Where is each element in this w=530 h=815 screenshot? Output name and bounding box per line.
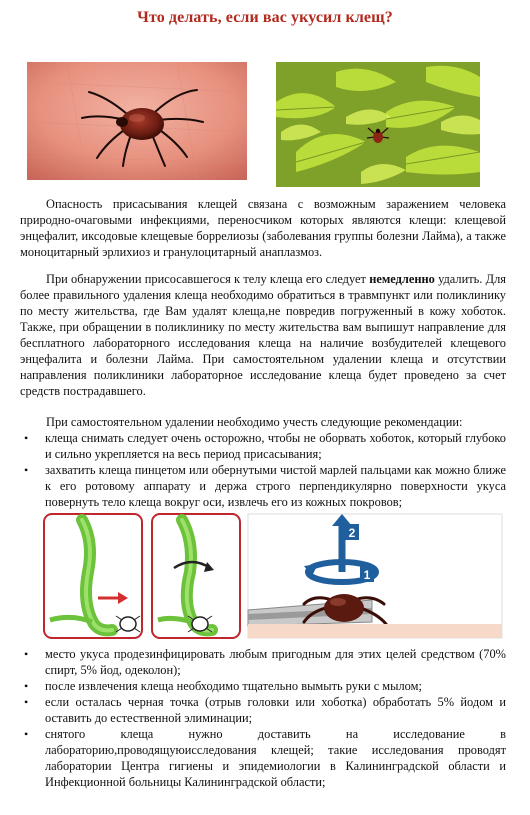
bullet-icon: • bbox=[24, 679, 29, 693]
tick-on-skin-photo bbox=[27, 62, 247, 180]
removal-paragraph bbox=[20, 271, 506, 399]
removal-text-start: При обнаружении присосавшегося к телу клеща его следует bbox=[46, 272, 370, 286]
bullet-icon: • bbox=[24, 727, 29, 741]
step-label-2: 2 bbox=[348, 526, 356, 540]
tweezers-rotate-tick-icon bbox=[248, 514, 502, 638]
recommendations-list-bottom bbox=[20, 646, 506, 790]
list-item: • снятого клеща нужно доставить на исследование в лабораторию,проводящуюисследования клещей; такие исследования проводят лаборатории Центра гигиены и эпидемиологии в Калининградской области и Инфекционной больницы Калининградской области; bbox=[24, 727, 506, 789]
bullet-icon: • bbox=[24, 431, 29, 445]
removal-text-bold: немедленно bbox=[369, 272, 435, 286]
list-item: • если осталась черная точка (отрыв головки или хоботка) обработать 5% йодом и оставить до естественной элиминации; bbox=[24, 695, 506, 725]
step-label-1: 1 bbox=[363, 568, 371, 582]
bullet-icon: • bbox=[24, 647, 29, 661]
removal-text-end: удалить. Для более правильного удаления клеща необходимо обратиться в травмпункт или поликлинику по месту жительства, где Вам удалят клеща,не повредив погруженный в кожу хоботок. Также, при обращении в поликлинику по месту жительства вам выпишут направление для бесплатного лабораторного исследования клеща на наличие возбудителей клещевого энцефалита и болезни Лайма. При самостоятельном удалении клеща и отсутствии направления поликлиники лабораторное исследование клеща будет проведено за счет средств пострадавшего. bbox=[20, 272, 506, 398]
list-item: • место укуса продезинфицировать любым пригодным для этих целей средством (70% спирт, 5% йод, одеколон); bbox=[24, 647, 506, 677]
bullet-icon: • bbox=[24, 463, 29, 477]
tick-removal-step2-icon bbox=[152, 514, 240, 638]
list-item: • клеща снимать следует очень осторожно, чтобы не оборвать хоботок, который глубоко и сильно укрепляется на весь период присасывания; bbox=[24, 431, 506, 461]
intro-paragraph: Опасность присасывания клещей связана с возможным заражением человека природно-очаговыми инфекциями, переносчиком которых являются клещи: клещевой энцефалит, иксодовые клещевые боррелиозы (заболевания группы болезни Лайма), а также моноцитарный эрлихиоз и гранулоцитарный анаплазмоз. bbox=[20, 197, 506, 259]
page-title: Что делать, если вас укусил клещ? bbox=[137, 9, 393, 26]
recommendations-intro: При самостоятельном удалении необходимо учесть следующие рекомендации: bbox=[46, 415, 463, 429]
bullet-icon: • bbox=[24, 695, 29, 709]
recommendations-list-top bbox=[20, 430, 506, 510]
tick-removal-step1-icon bbox=[44, 514, 142, 638]
tick-removal-diagram bbox=[42, 512, 504, 640]
list-item: • после извлечения клеща необходимо тщательно вымыть руки с мылом; bbox=[24, 679, 422, 693]
list-item: • захватить клеща пинцетом или обернутыми чистой марлей пальцами как можно ближе к его ротовому аппарату и держа строго перпендикулярно поверхности укуса повернуть тело клеща вокруг оси, извлечь его из кожных покровов; bbox=[24, 463, 506, 509]
tick-on-plant-photo bbox=[276, 62, 480, 187]
